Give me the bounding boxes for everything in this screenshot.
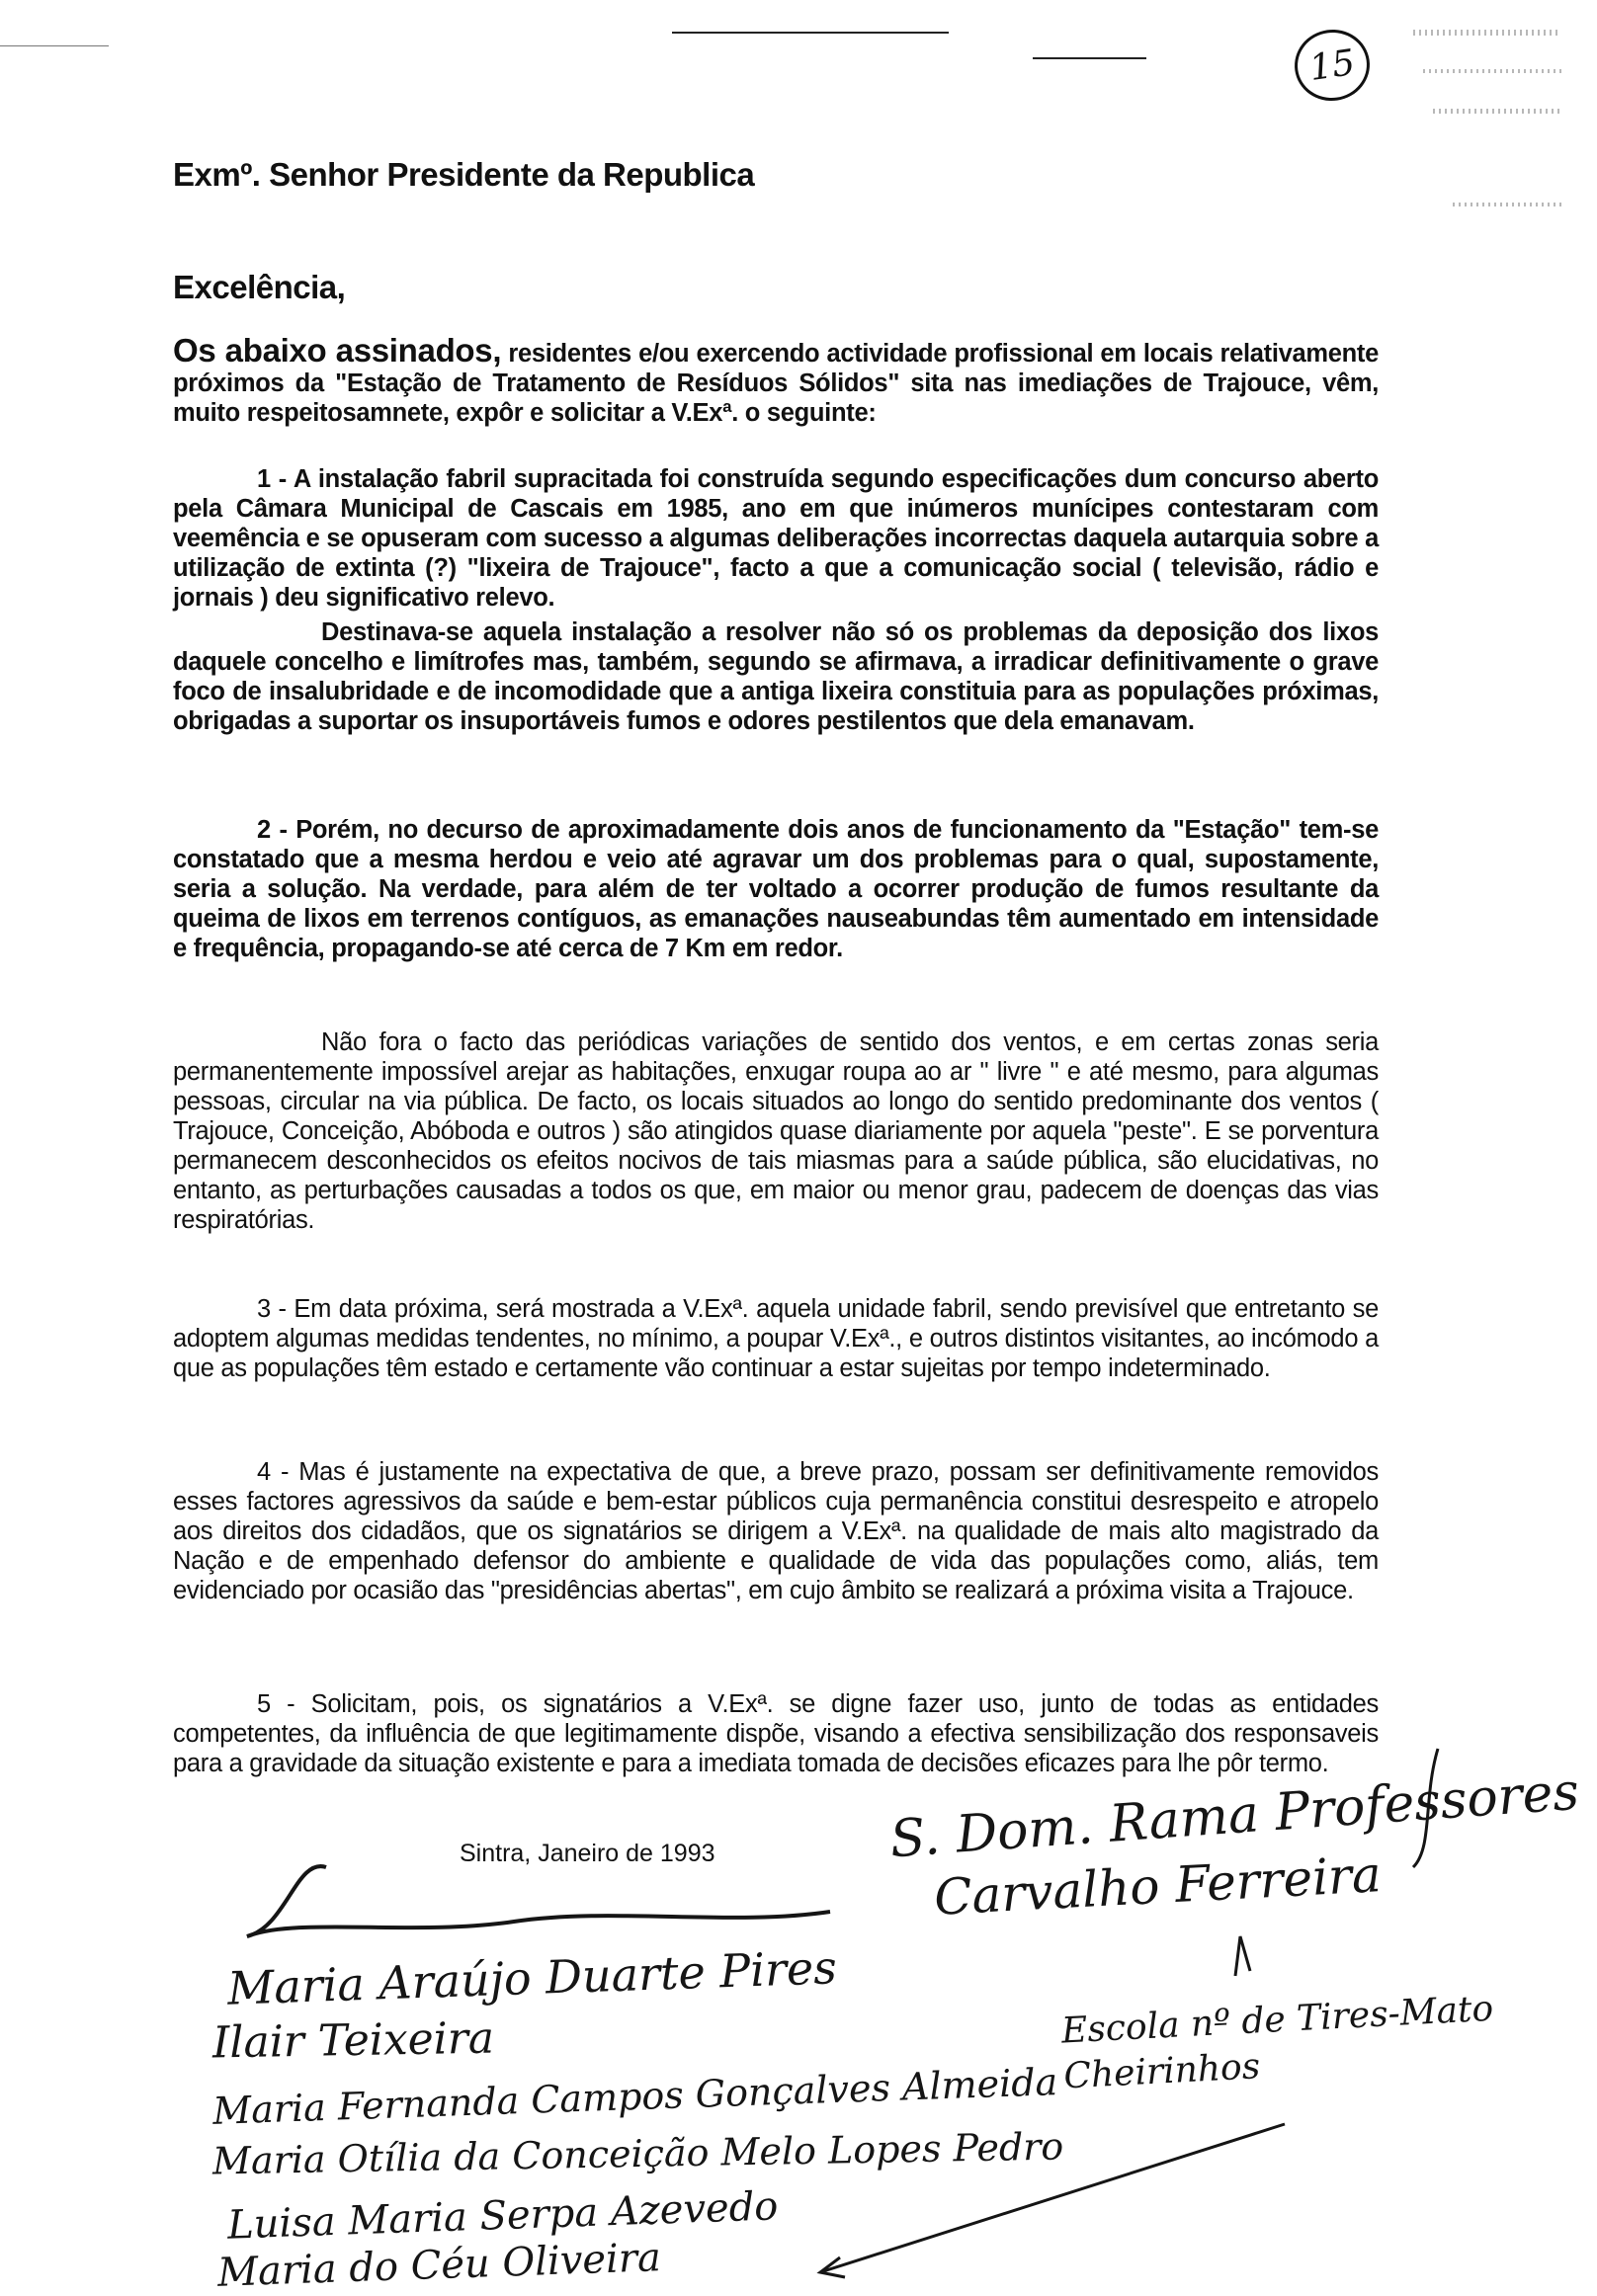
intro-text: residentes e/ou exercendo actividade profissional em locais relativamente próximos da "Estação de Tratamento de Resíduos Sólidos" sita nas imediações de Trajouce, vêm, muito respeitosamnete, expôr e solicitar a V.Exª. o seguinte: <box>173 340 1379 427</box>
place-and-date: Sintra, Janeiro de 1993 <box>460 1840 715 1867</box>
paragraph-1-continued: Destinava-se aquela instalação a resolver não só os problemas da deposição dos lixos daquele concelho e limítrofes mas, também, segundo se afirmava, a irradicar definitivamente o grave foco de insalubridade e de incomodidade que a antiga lixeira constituia para as populações próximas, obrigadas a suportar os insuportáveis fumos e odores pestilentos que dela emanavam. <box>173 618 1379 735</box>
paragraph-3: 3 - Em data próxima, será mostrada a V.Exª. aquela unidade fabril, sendo previsível que entretanto se adoptem algumas medidas tendentes, no mínimo, a poupar V.Exª., e outros distintos visitantes, ao incómodo a que as populações têm estado e certamente vão continuar a estar sujeitas por tempo indeterminado. <box>173 1295 1379 1382</box>
long-arrow-stroke <box>820 2124 1285 2272</box>
signature-right-3: Escola nº de Tires-Mato Cheirinhos <box>1060 1988 1495 2097</box>
signature-right-2: Carvalho Ferreira <box>932 1845 1384 1927</box>
page-number-stamp: 15 <box>1290 25 1374 106</box>
signature-left-3: Maria Fernanda Campos Gonçalves Almeida <box>211 2060 1058 2133</box>
signature-left-6: Maria do Céu Oliveira <box>216 2235 662 2296</box>
signature-right-1: S. Dom. Rama Professores <box>887 1762 1581 1870</box>
first-signature-scrawl <box>247 1866 830 1936</box>
paragraph-4: 4 - Mas é justamente na expectativa de que, a breve prazo, possam ser definitivamente removidos esses factores agressivos da saúde e bem-estar públicos cuja permanência constitui desrespeito e atropelo aos direitos dos cidadãos, que os signatários se dirigem a V.Exª. na qualidade de mais alto magistrado da Nação e de empenhado defensor do ambiente e qualidade de vida das populações como, aliás, tem evidenciado por ocasião das "presidências abertas", em cujo âmbito se realizará a próxima visita a Trajouce. <box>173 1458 1379 1604</box>
intro-lead: Os abaixo assinados, <box>173 332 502 369</box>
signature-left-5: Luisa Maria Serpa Azevedo <box>226 2183 780 2249</box>
signature-left-2: Ilair Teixeira <box>211 2012 495 2069</box>
salutation: Exmº. Senhor Presidente da Republica <box>173 156 755 193</box>
paragraph-2-continued: Não fora o facto das periódicas variações de sentido dos ventos, e em certas zonas seria permanentemente impossível arejar as habitações, enxugar roupa ao ar " livre " e até mesmo, para algumas pessoas, circular na via pública. De facto, os locais situados ao longo do sentido predominante dos ventos ( Trajouce, Conceição, Abóboda e outros ) são atingidos quase diariamente por aquela "peste". E se porventura permanecem desconhecidos os efeitos nocivos de tais miasmas para a saúde pública, são elucidativas, no entanto, as perturbações causadas a todos os que, em maior ou menor grau, padecem de doenças das vias respiratórias. <box>173 1028 1379 1234</box>
signature-left-1: Maria Araújo Duarte Pires <box>226 1940 838 2015</box>
paragraph-1: 1 - A instalação fabril supracitada foi construída segundo especificações dum concurso aberto pela Câmara Municipal de Cascais em 1985, ano em que inúmeros munícipes contestaram com veemência e se opuseram com sucesso a algumas deliberações incorrectas daquela autarquia sobre a utilização de extinta (?) "lixeira de Trajouce", facto a que a comunicação social ( televisão, rádio e jornais ) deu significativo relevo. <box>173 465 1379 612</box>
greeting: Excelência, <box>173 269 346 305</box>
signature-left-4: Maria Otília da Conceição Melo Lopes Pedro <box>211 2124 1064 2183</box>
bracket-stroke <box>1413 1749 1438 1867</box>
paragraph-2: 2 - Porém, no decurso de aproximadamente dois anos de funcionamento da "Estação" tem-se constatado que a mesma herdou e veio até agravar um dos problemas para o qual, supostamente, seria a solução. Na verdade, para além de ter voltado a ocorrer produção de fumos resultante da queima de lixos em terrenos contíguos, as emanações nauseabundas têm aumentado em intensidade e frequência, propagando-se até cerca de 7 Km em redor. <box>173 816 1379 962</box>
pointer-arrow <box>1235 1936 1250 1976</box>
paragraph-5: 5 - Solicitam, pois, os signatários a V.Exª. se digne fazer uso, junto de todas as entidades competentes, da influência de que legitimamente dispõe, visando a efectiva sensibilização dos responsaveis para a gravidade da situação existente e para a imediata tomada de decisões eficazes para lhe pôr termo. <box>173 1690 1379 1777</box>
